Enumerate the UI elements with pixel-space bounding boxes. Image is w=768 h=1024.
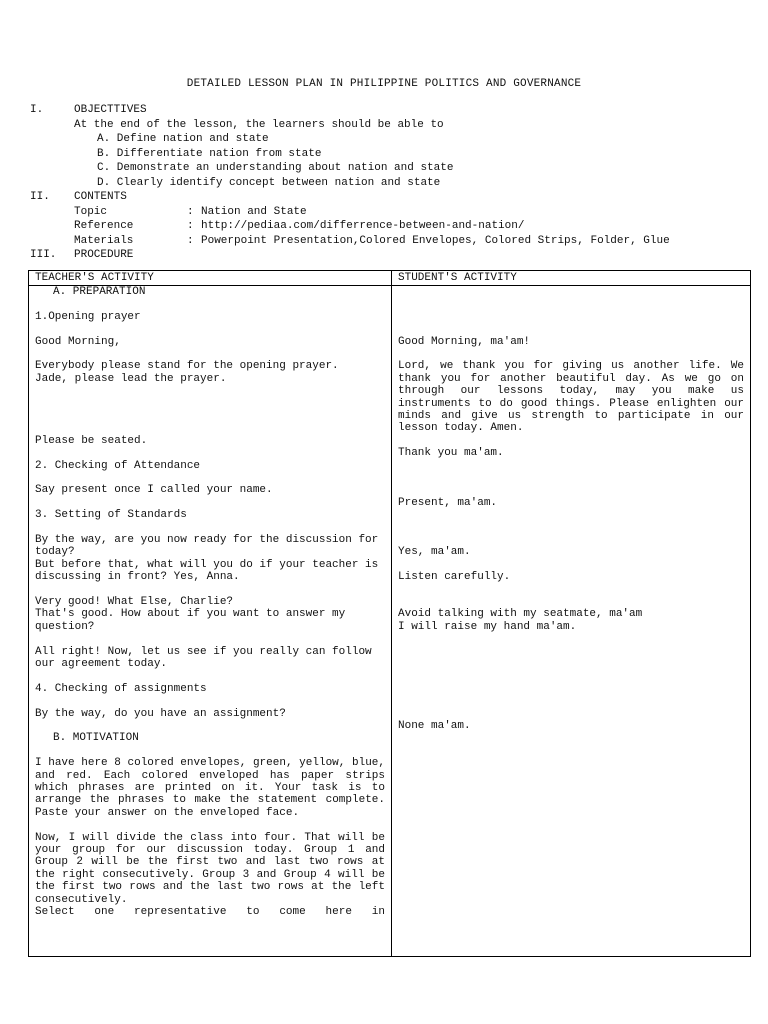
student-paragraph: Lord, we thank you for giving us another life. We thank you for another beautiful day. As we go on through our lessons today, may you make us instruments to do good things. Please enlighten our minds and give us strength to participate in our lesson today. Amen.	[398, 360, 744, 435]
section-heading: CONTENTS	[74, 191, 127, 203]
teacher-line: Select one representative to come here in	[35, 906, 385, 919]
teacher-line: Everybody please stand for the opening prayer.	[35, 360, 339, 373]
teacher-paragraph: I have here 8 colored envelopes, green, yellow, blue, and red. Each colored enveloped has paper strips which phrases are printed on it. Your task is to arrange the phrases to make the statement complete. Paste your answer on the enveloped face.	[35, 757, 385, 819]
teacher-line: Jade, please lead the prayer.	[35, 372, 227, 385]
contents-field-materials	[30, 234, 750, 249]
contents-heading	[30, 190, 750, 205]
section-numeral: II.	[30, 191, 50, 203]
section-numeral: III.	[30, 249, 57, 261]
contents-field-topic	[30, 205, 750, 220]
objectives-intro: At the end of the lesson, the learners should be able to	[74, 118, 444, 131]
field-value: Nation and State	[201, 205, 307, 218]
field-label: Reference	[74, 220, 134, 232]
assignments-heading: 4. Checking of assignments	[35, 682, 207, 695]
field-label: Topic	[74, 205, 108, 218]
table-header-row	[29, 271, 751, 286]
teacher-line: All right! Now, let us see if you really can follow our agreement today.	[35, 645, 372, 670]
field-separator: :	[187, 220, 194, 232]
motivation-heading: B. MOTIVATION	[53, 732, 139, 745]
objectives-heading	[30, 103, 750, 118]
objective-item: A. Define nation and state	[97, 133, 269, 145]
activity-table	[28, 270, 751, 957]
section-numeral: I.	[30, 104, 44, 116]
teacher-line: That's good. How about if you want to answer my question?	[35, 608, 346, 633]
field-value: Powerpoint Presentation,Colored Envelopes, Colored Strips, Folder, Glue	[201, 234, 670, 247]
field-separator: :	[187, 234, 194, 247]
document-title: DETAILED LESSON PLAN IN PHILIPPINE POLITICS AND GOVERNANCE	[186, 78, 582, 90]
student-line: None ma'am.	[398, 719, 471, 732]
student-line: Present, ma'am.	[398, 496, 498, 509]
preparation-heading: A. PREPARATION	[53, 286, 146, 298]
teacher-line: But before that, what will you do if your teacher is discussing in front? Yes, Anna.	[35, 558, 379, 584]
field-separator: :	[187, 205, 194, 218]
section-heading: OBJECTTIVES	[74, 104, 147, 116]
teacher-line: By the way, do you have an assignment?	[35, 707, 286, 720]
attendance-heading: 2. Checking of Attendance	[35, 459, 201, 472]
objective-item: B. Differentiate nation from state	[97, 147, 322, 160]
standards-heading: 3. Setting of Standards	[35, 509, 187, 522]
field-label: Materials	[74, 234, 134, 247]
teacher-activity-cell	[29, 286, 392, 957]
teacher-paragraph: Now, I will divide the class into four. That will be your group for our discussion today. Group 1 and Group 2 will be the first two and last two rows at the right consecutively. Group 3 and Group 4 will be the first two rows and the last two rows at the left consecutively.	[35, 831, 385, 906]
lesson-outline	[30, 103, 750, 263]
teacher-line: Very good! What Else, Charlie?	[35, 595, 234, 608]
teacher-line: Good Morning,	[35, 335, 121, 348]
student-line: Listen carefully.	[398, 571, 511, 584]
opening-prayer-heading: 1.Opening prayer	[35, 310, 141, 323]
student-line: Good Morning, ma'am!	[398, 335, 531, 348]
student-line: Avoid talking with my seatmate, ma'am	[398, 608, 643, 621]
student-line: Thank you ma'am.	[398, 447, 504, 460]
objective-item: C. Demonstrate an understanding about nation and state	[97, 162, 454, 174]
teacher-line: By the way, are you now ready for the discussion for today?	[35, 533, 379, 559]
student-line: Yes, ma'am.	[398, 546, 471, 559]
teacher-line: Say present once I called your name.	[35, 484, 273, 497]
student-activity-cell	[392, 286, 751, 957]
section-heading: PROCEDURE	[74, 249, 134, 261]
teacher-activity-header: TEACHER'S ACTIVITY	[29, 271, 392, 286]
student-line: I will raise my hand ma'am.	[398, 620, 577, 633]
field-value: http://pediaa.com/differrence-between-and-nation/	[201, 220, 525, 232]
contents-field-reference	[30, 219, 750, 234]
student-activity-header: STUDENT'S ACTIVITY	[392, 271, 751, 286]
table-body-row	[29, 286, 751, 957]
objective-item: D. Clearly identify concept between nation and state	[97, 176, 441, 189]
procedure-heading	[30, 248, 750, 263]
teacher-line: Please be seated.	[35, 434, 148, 447]
